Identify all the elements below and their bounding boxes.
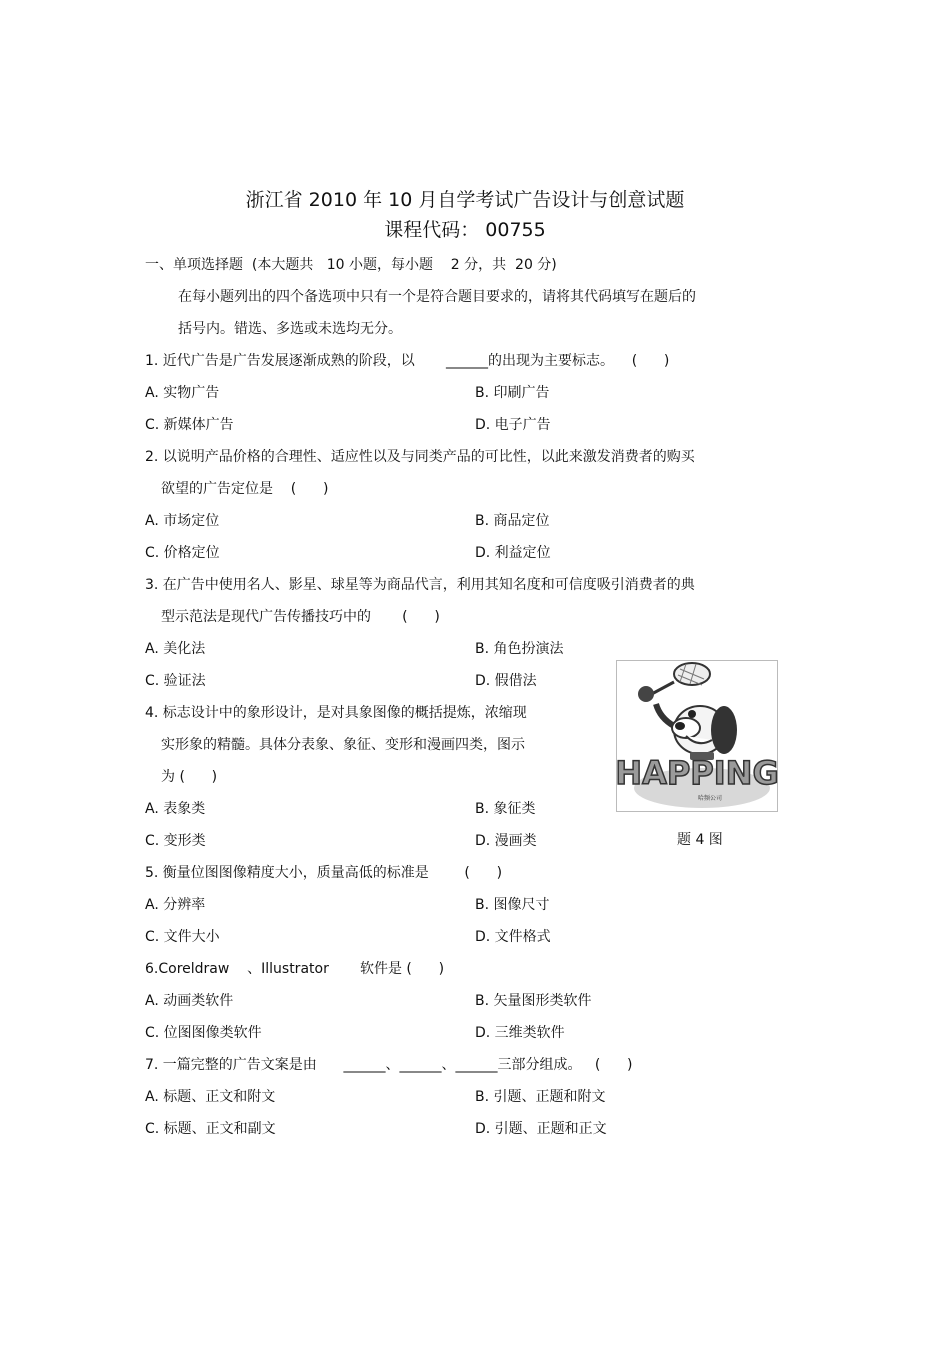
q4-option-a: A. 表象类 (145, 801, 206, 817)
q3-option-a: A. 美化法 (145, 641, 206, 657)
q6-option-c: C. 位图图像类软件 (145, 1025, 262, 1041)
q4-stem-line-3: 为 ( ) (161, 769, 218, 785)
q1-stem: 1. 近代广告是广告发展逐渐成熟的阶段，以 ______的出现为主要标志。 ( ) (145, 353, 670, 369)
q7-option-a: A. 标题、正文和附文 (145, 1089, 276, 1105)
exam-title: 浙江省 2010 年 10 月自学考试广告设计与创意试题 (245, 189, 685, 211)
q1-option-d: D. 电子广告 (475, 417, 551, 433)
q3-option-d: D. 假借法 (475, 673, 537, 689)
q4-stem-line-1: 4. 标志设计中的象形设计，是对具象图像的概括提炼，浓缩现 (145, 705, 527, 721)
q5-option-a: A. 分辨率 (145, 897, 206, 913)
q2-option-d: D. 利益定位 (475, 545, 551, 561)
instructions-line-2: 括号内。错选、多选或未选均无分。 (178, 321, 402, 337)
q2-option-a: A. 市场定位 (145, 513, 220, 529)
course-code: 课程代码： 00755 (384, 219, 546, 241)
q2-option-b: B. 商品定位 (475, 513, 550, 529)
q2-option-c: C. 价格定位 (145, 545, 220, 561)
q7-option-b: B. 引题、正题和附文 (475, 1089, 606, 1105)
q5-option-d: D. 文件格式 (475, 929, 551, 945)
q2-stem-line-2: 欲望的广告定位是 ( ) (161, 481, 329, 497)
q3-option-b: B. 角色扮演法 (475, 641, 564, 657)
q4-option-b: B. 象征类 (475, 801, 536, 817)
cartoon-dog-logo-icon (616, 660, 778, 812)
logo-wordmark: HAPPING (616, 754, 778, 792)
q4-option-c: C. 变形类 (145, 833, 206, 849)
q4-logo-figure (616, 660, 778, 812)
q4-option-d: D. 漫画类 (475, 833, 537, 849)
q4-stem-line-2: 实形象的精髓。具体分表象、象征、变形和漫画四类，图示 (161, 737, 525, 753)
q5-option-b: B. 图像尺寸 (475, 897, 550, 913)
q3-stem-line-2: 型示范法是现代广告传播技巧中的 ( ) (161, 609, 440, 625)
logo-subtext: 哈频公司 (697, 795, 723, 802)
q3-stem-line-1: 3. 在广告中使用名人、影星、球星等为商品代言，利用其知名度和可信度吸引消费者的典 (145, 577, 695, 593)
q1-option-a: A. 实物广告 (145, 385, 220, 401)
q5-stem: 5. 衡量位图图像精度大小，质量高低的标准是 ( ) (145, 865, 503, 881)
q1-option-c: C. 新媒体广告 (145, 417, 234, 433)
q4-figure-caption: 题 4 图 (677, 832, 723, 848)
q1-option-b: B. 印刷广告 (475, 385, 550, 401)
q2-stem-line-1: 2. 以说明产品价格的合理性、适应性以及与同类产品的可比性，以此来激发消费者的购买 (145, 449, 695, 465)
section-header: 一、单项选择题 (本大题共 10 小题，每小题 2 分，共 20 分) (145, 257, 557, 273)
q6-stem: 6.Coreldraw 、Illustrator 软件是 ( ) (145, 961, 445, 977)
q6-option-a: A. 动画类软件 (145, 993, 234, 1009)
q3-option-c: C. 验证法 (145, 673, 206, 689)
q6-option-b: B. 矢量图形类软件 (475, 993, 592, 1009)
q7-option-c: C. 标题、正文和副文 (145, 1121, 276, 1137)
instructions-line-1: 在每小题列出的四个备选项中只有一个是符合题目要求的，请将其代码填写在题后的 (178, 289, 696, 305)
q6-option-d: D. 三维类软件 (475, 1025, 565, 1041)
q7-option-d: D. 引题、正题和正文 (475, 1121, 607, 1137)
q7-stem: 7. 一篇完整的广告文案是由 ______、______、______三部分组成。 ( ) (145, 1057, 633, 1073)
q5-option-c: C. 文件大小 (145, 929, 220, 945)
